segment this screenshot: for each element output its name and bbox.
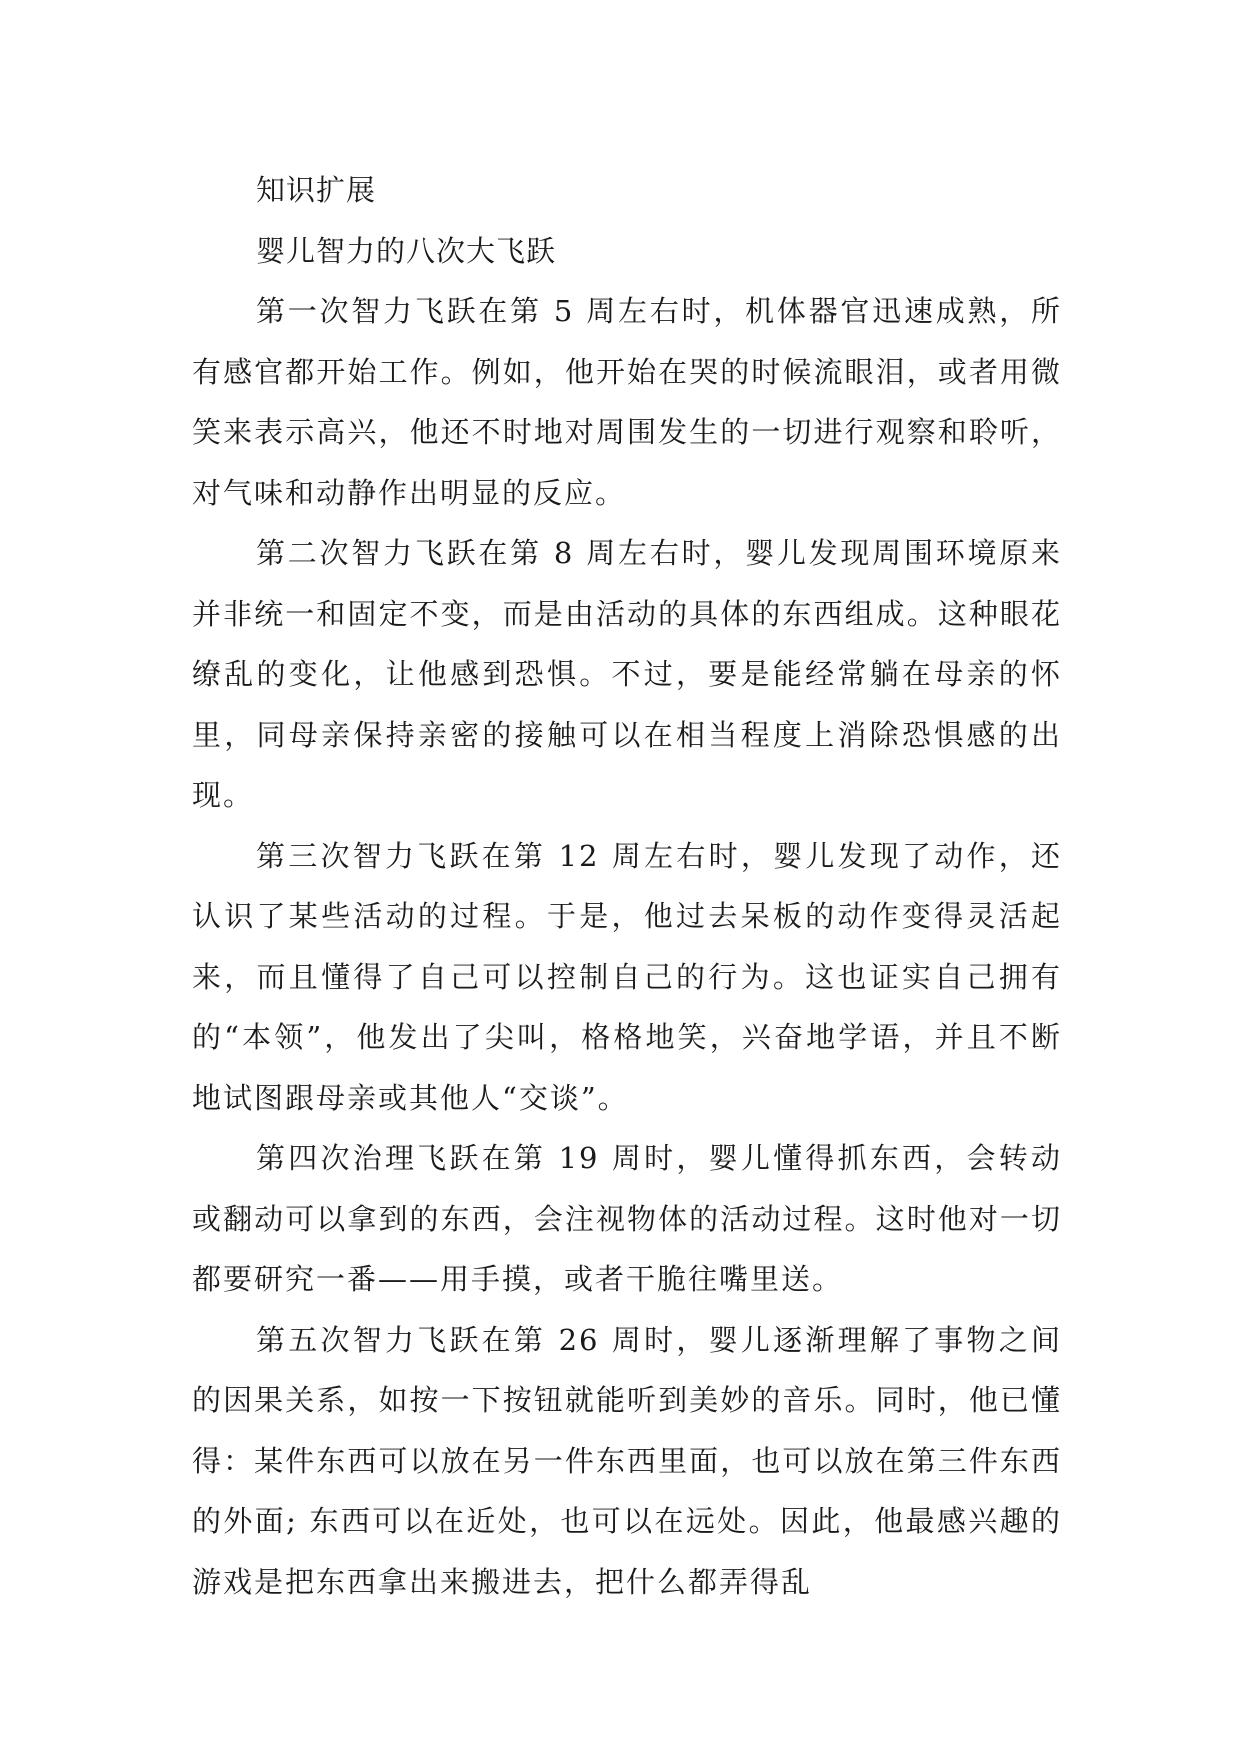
paragraph-5: 第五次智力飞跃在第 26 周时，婴儿逐渐理解了事物之间的因果关系，如按一下按钮就能听到美妙的音乐。同时，他已懂得：某件东西可以放在另一件东西里面，也可以放在第三件东西的外面; 东西可以在近处，也可以在远处。因此，他最感兴趣的游戏是把东西拿出来搬进去，把什么都弄得乱	[192, 1322, 1062, 1599]
paragraph-2: 第二次智力飞跃在第 8 周左右时，婴儿发现周围环境原来并非统一和固定不变，而是由活动的具体的东西组成。这种眼花缭乱的变化，让他感到恐惧。不过，要是能经常躺在母亲的怀里，同母亲保持亲密的接触可以在相当程度上消除恐惧感的出现。	[192, 536, 1062, 812]
paragraph-3: 第三次智力飞跃在第 12 周左右时，婴儿发现了动作，还认识了某些活动的过程。于是，他过去呆板的动作变得灵活起来，而且懂得了自己可以控制自己的行为。这也证实自己拥有的“本领”，他发出了尖叫，格格地笑，兴奋地学语，并且不断地试图跟母亲或其他人“交谈”。	[192, 838, 1062, 1115]
document-body	[192, 160, 1062, 1612]
section-label: 知识扩展	[256, 173, 377, 207]
document-title: 婴儿智力的八次大飞跃	[256, 233, 557, 268]
paragraph-1: 第一次智力飞跃在第 5 周左右时，机体器官迅速成熟，所有感官都开始工作。例如，他开始在哭的时候流眼泪，或者用微笑来表示高兴，他还不时地对周围发生的一切进行观察和聆听，对气味和动静作出明显的反应。	[192, 294, 1062, 510]
paragraph-4: 第四次治理飞跃在第 19 周时，婴儿懂得抓东西，会转动或翻动可以拿到的东西，会注视物体的活动过程。这时他对一切都要研究一番——用手摸，或者干脆往嘴里送。	[192, 1141, 1062, 1296]
